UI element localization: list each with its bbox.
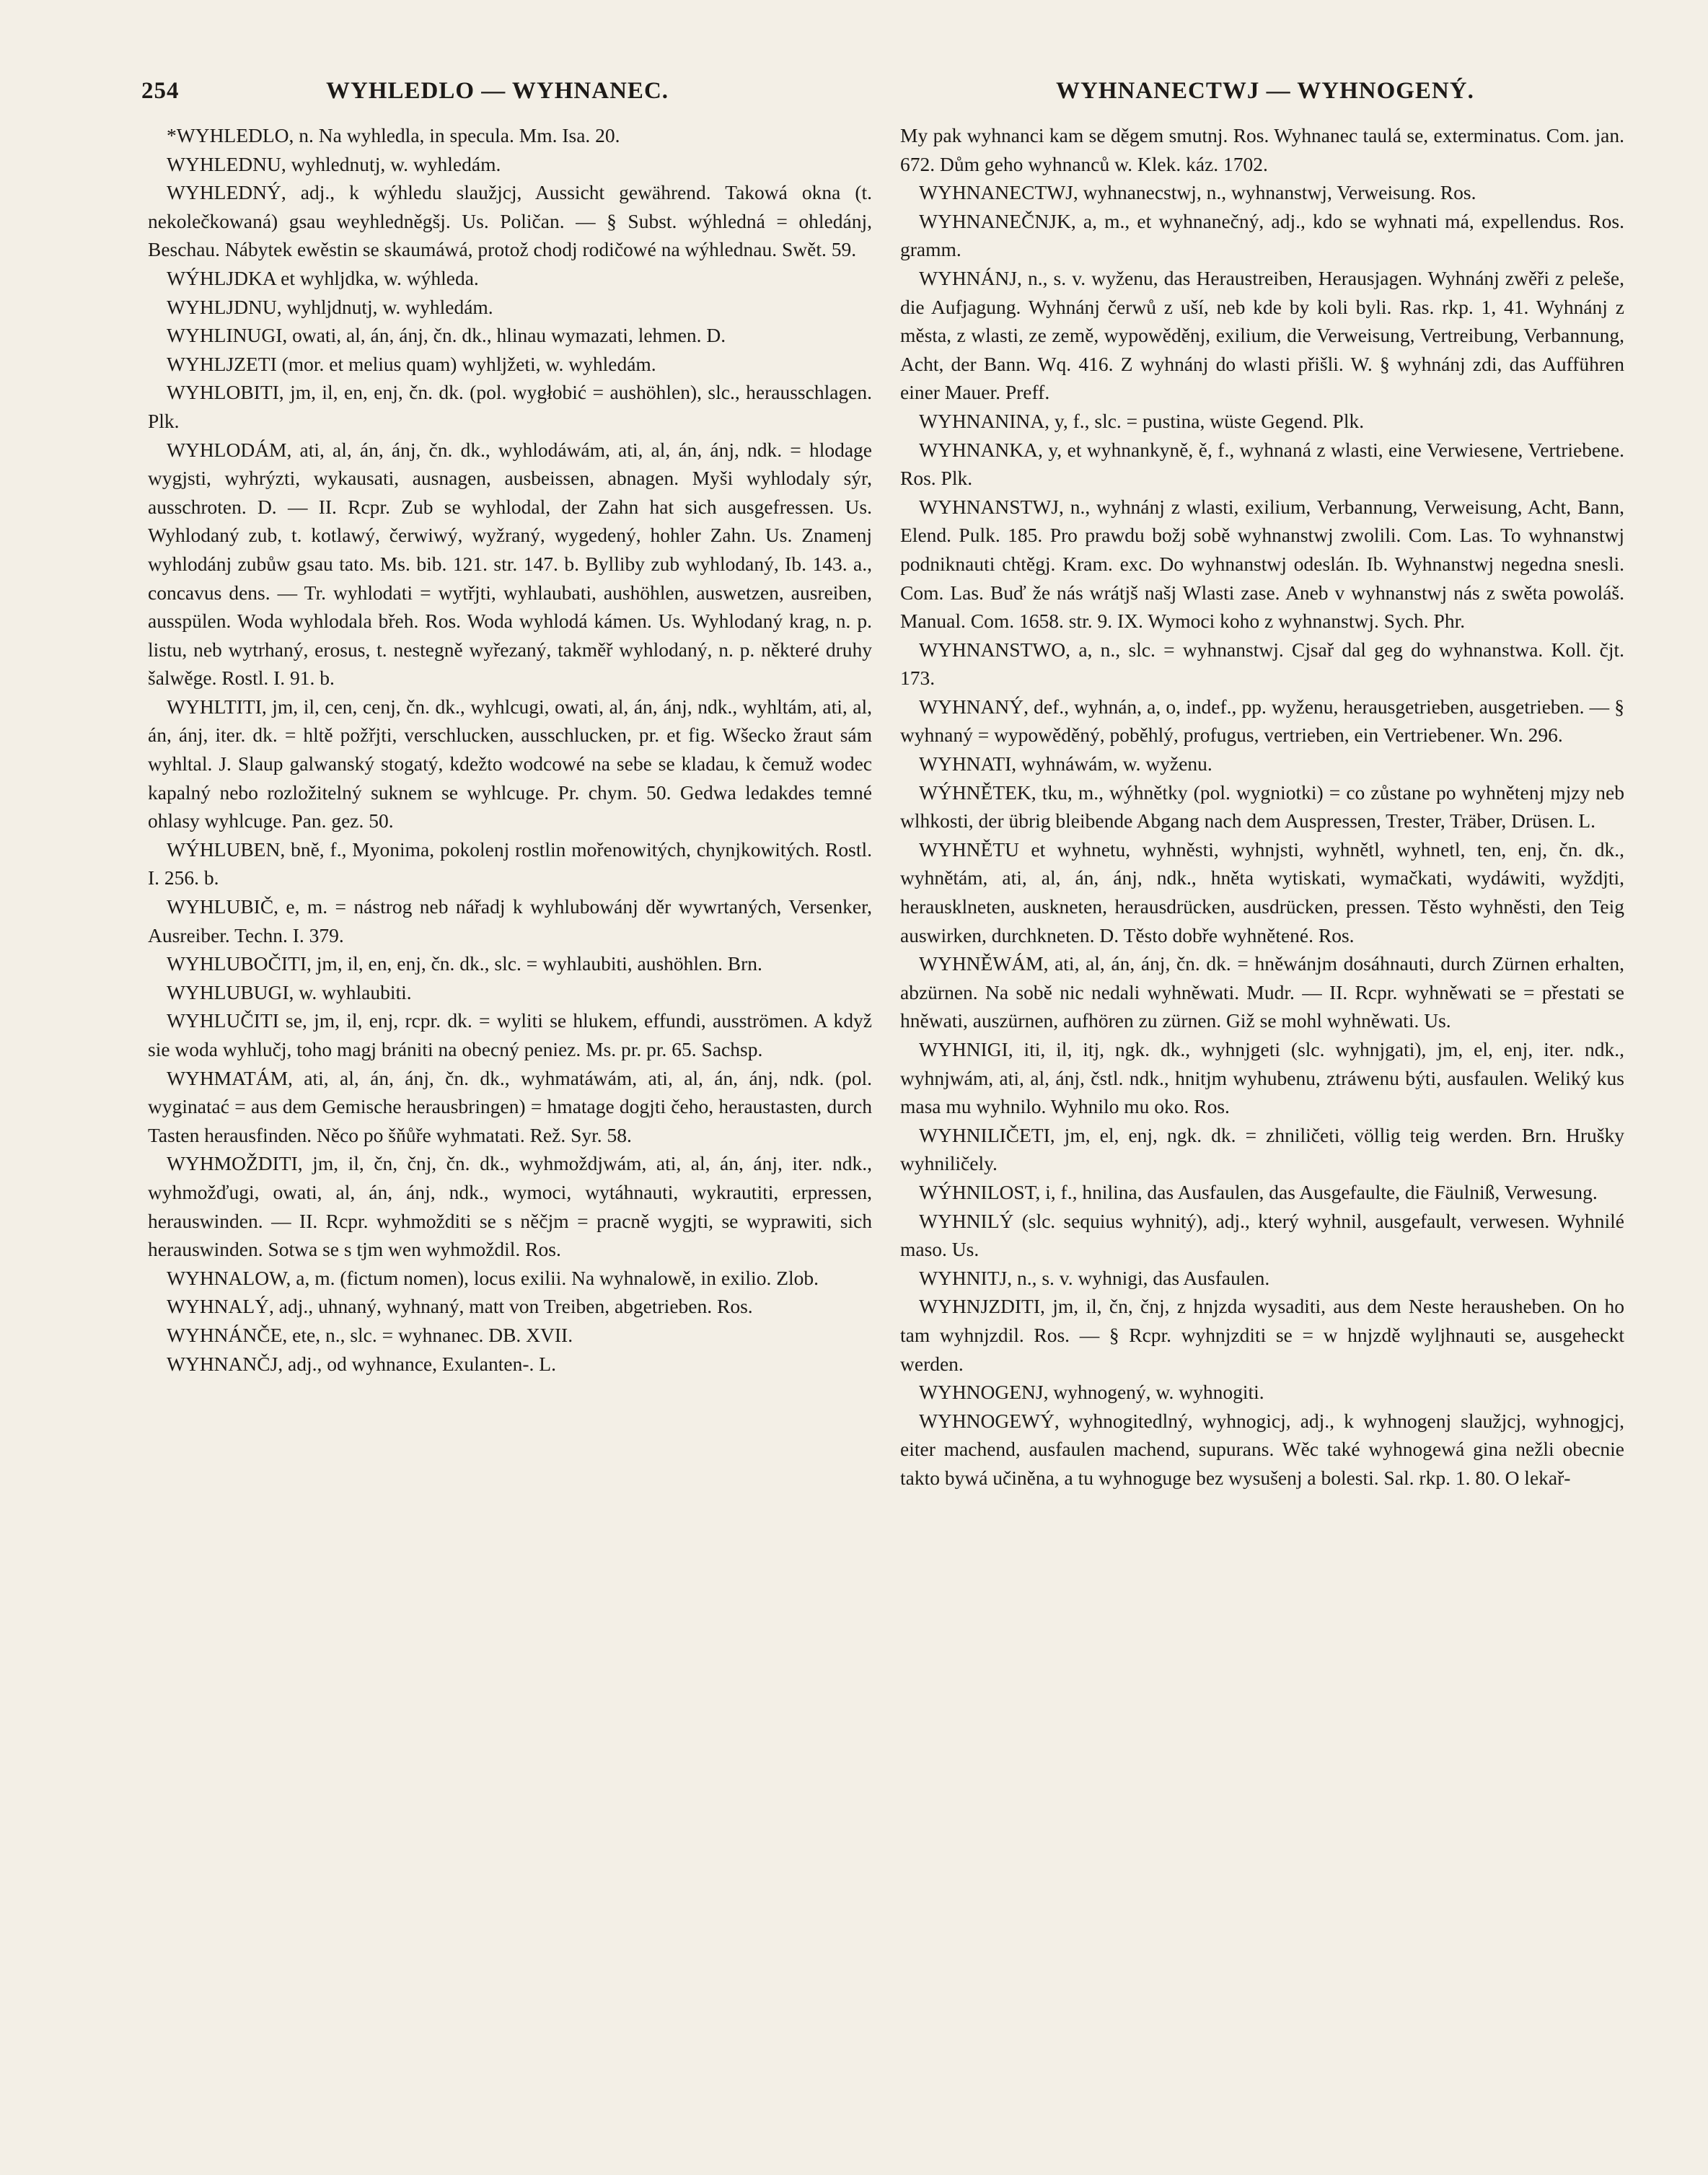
left-running-title: WYHLEDLO — WYHNANEC. — [326, 78, 669, 104]
entry: WYHLEDNÝ, adj., k wýhledu slaužjcj, Aussicht gewährend. Takowá okna (t. nekolečkowaná) gsau weyhledněgšj. Us. Poličan. — § Subst. wýhledná = ohledánj, Beschau. Nábytek ewěstin se skaumáwá, protož chodj rodičowé na wýhlednau. Swět. 59. — [148, 181, 872, 261]
entry: WÝHLUBEN, bně, f., Myonima, pokolenj rostlin mořenowitých, chynjkowitých. Rostl. I. 256. b. — [148, 838, 872, 889]
entry: WYHNITJ, n., s. v. wyhnigi, das Ausfaulen. — [919, 1266, 1270, 1289]
entry: WYHNOGEWÝ, wyhnogitedlný, wyhnogicj, adj., k wyhnogenj slaužjcj, wyhnogjcj, eiter machend, ausfaulen machend, supurans. Wěc také wyhnogewá gina nežli obecnie takto bywá učiněna, a tu wyhnoguge bez wysušenj a bolesti. Sal. rkp. 1. 80. O lekař- — [900, 1409, 1624, 1489]
entry: WYHNANINA, y, f., slc. = pustina, wüste Gegend. Plk. — [919, 409, 1365, 432]
entry: WYHLUBUGI, w. wyhlaubiti. — [167, 980, 412, 1003]
entry: WYHLUBIČ, e, m. = nástrog neb nářadj k wyhlubowánj děr wywrtaných, Versenker, Ausreiber. Techn. I. 379. — [148, 895, 872, 946]
entry: WÝHNĚTEK, tku, m., wýhnětky (pol. wygniotki) = co zůstane po wyhnětenj mjzy neb wlhkosti, der übrig bleibende Abgang nach dem Auspressen, Trester, Träber, Drüsen. L. — [900, 781, 1624, 832]
entry: WYHLJZETI (mor. et melius quam) wyhljžeti, w. wyhledám. — [167, 352, 656, 375]
entry: WYHLODÁM, ati, al, án, ánj, čn. dk., wyhlodáwám, ati, al, án, ánj, ndk. = hlodage wygjsti, wyhrýzti, wykausati, ausnagen, ausbeissen, abnagen. Myši wyhlodaly sýr, ausschroten. D. — II. Rcpr. Zub se wyhlodal, der Zahn hat sich ausgefressen. Us. Wyhlodaný zub, t. kotlawý, čerwiwý, wyžraný, wygedený, hohler Zahn. Us. Znamenj wyhlodánj zubůw gsau tato. Ms. bib. 121. str. 147. b. Bylliby zub wyhlodaný, Ib. 143. a., concavus dens. — Tr. wyhlodati = wytřjti, wyhlaubati, aushöhlen, auswetzen, ausreiben, ausspülen. Woda wyhlodala břeh. Ros. Woda wyhlodá kámen. Us. Wyhlodaný krag, n. p. listu, neb wytrhaný, erosus, t. nestegně wyřezaný, takměř wyhlodaný, n. p. některé druhy šalwěge. Rostl. I. 91. b. — [148, 438, 872, 690]
entry: WYHNĚWÁM, ati, al, án, ánj, čn. dk. = hněwánjm dosáhnauti, durch Zürnen erhalten, abzürnen. Na sobě nic nedali wyhněwati. Mudr. — II. Rcpr. wyhněwati se = přestati se hněwati, auszürnen, aufhören zu zürnen. Giž se mohl wyhněwati. Us. — [900, 952, 1624, 1032]
entry: WYHLJDNU, wyhljdnutj, w. wyhledám. — [167, 295, 493, 318]
entry: WYHMOŽDITI, jm, il, čn, čnj, čn. dk., wyhmoždjwám, ati, al, án, ánj, iter. ndk., wyhmožďugi, owati, al, án, ánj, ndk., wymoci, wytáhnauti, wykrautiti, erpressen, herauswinden. — II. Rcpr. wyhmožditi se s něčjm = pracně wygjti, se wyprawiti, sich herauswinden. Sotwa se s tjm wen wyhmoždil. Ros. — [148, 1152, 872, 1261]
entry: *WYHLEDLO, n. Na wyhledla, in specula. Mm. Isa. 20. — [167, 124, 620, 146]
entry: WÝHNILOST, i, f., hnilina, das Ausfaulen, das Ausgefaulte, die Fäulniß, Verwesung. — [919, 1180, 1598, 1203]
entry: WYHNANÝ, def., wyhnán, a, o, indef., pp. wyženu, herausgetrieben, ausgetrieben. — § wyhnaný = wypowěděný, poběhlý, profugus, vertrieben, ein Vertriebener. Wn. 296. — [900, 695, 1624, 747]
entry: WYHNJZDITI, jm, il, čn, čnj, z hnjzda wysaditi, aus dem Neste herausheben. On ho tam wyhnjzdil. Ros. — § Rcpr. wyhnjzditi se = w hnjzdě wyljhnauti se, ausgeheckt werden. — [900, 1295, 1624, 1375]
entry: WYHLTITI, jm, il, cen, cenj, čn. dk., wyhlcugi, owati, al, án, ánj, ndk., wyhltám, ati, al, án, ánj, iter. dk. = hltě požřjti, verschlucken, ausschlucken, pr. et fig. Wšecko žraut sám wyhltal. J. Slaup galwanský stogatý, kdežto wodcowé na sebe se kladau, k čemuž wodec kapalný nebo rozložitelný suknem se wyhlcuge. Pr. chym. 50. Gedwa ledakdes temné ohlasy wyhlcuge. Pan. gez. 50. — [148, 695, 872, 832]
entry: WYHNALÝ, adj., uhnaný, wyhnaný, matt von Treiben, abgetrieben. Ros. — [167, 1295, 753, 1318]
entry: My pak wyhnanci kam se děgem smutnj. Ros. Wyhnanec taulá se, exterminatus. Com. jan. 672. Dům geho wyhnanců w. Klek. káz. 1702. — [900, 124, 1624, 175]
entry: WYHNÁNJ, n., s. v. wyženu, das Heraustreiben, Herausjagen. Wyhnánj zwěři z peleše, die Aufjagung. Wyhnánj čerwů z uší, neb kde by koli byli. Ras. rkp. 1, 41. Wyhnánj z města, z wlasti, ze země, wypowěděnj, exilium, die Verweisung, Vertreibung, Verbannung, Acht, der Bann. Wq. 416. Z wyhnánj do wlasti přišli. W. § wyhnánj zdi, das Aufführen einer Mauer. Preff. — [900, 266, 1624, 404]
entry: WYHNANEČNJK, a, m., et wyhnanečný, adj., kdo se wyhnati má, expellendus. Ros. gramm. — [900, 209, 1624, 261]
entry: WYHNANČJ, adj., od wyhnance, Exulanten-. L. — [167, 1352, 556, 1375]
entry: WYHNATI, wyhnáwám, w. wyženu. — [919, 752, 1212, 775]
entry: WYHLUBOČITI, jm, il, en, enj, čn. dk., slc. = wyhlaubiti, aushöhlen. Brn. — [167, 952, 762, 975]
entry: WYHLUČITI se, jm, il, enj, rcpr. dk. = wyliti se hlukem, effundi, ausströmen. A když sie woda wyhlučj, toho magj brániti na obecný peniez. Ms. pr. pr. 65. Sachsp. — [148, 1009, 872, 1060]
right-column — [900, 121, 1624, 1493]
entry: WÝHLJDKA et wyhljdka, w. wýhleda. — [167, 266, 479, 289]
entry: WYHNANECTWJ, wyhnanecstwj, n., wyhnanstwj, Verweisung. Ros. — [919, 181, 1476, 204]
entry: WYHNĚTU et wyhnetu, wyhněsti, wyhnjsti, wyhnětl, wyhnetl, ten, enj, čn. dk., wyhnětám, ati, al, án, ánj, ndk., hněta wytiskati, wymačkati, wydáwiti, wyždjti, herausklneten, auskneten, herausdrücken, ausdrücken, pressen. Těsto wyhněsti, den Teig auswirken, durchkneten. D. Těsto dobře wyhnětené. Ros. — [900, 838, 1624, 946]
entry: WYHNIGI, iti, il, itj, ngk. dk., wyhnjgeti (slc. wyhnjgati), jm, el, enj, iter. ndk., wyhnjwám, ati, al, ánj, čstl. ndk., hnitjm wyhubenu, ztráwenu býti, ausfaulen. Weliký kus masa mu wyhnilo. Wyhnilo mu oko. Ros. — [900, 1038, 1624, 1118]
left-column — [148, 121, 872, 1378]
right-running-title: WYHNANECTWJ — WYHNOGENÝ. — [1056, 78, 1474, 104]
entry: WYHLOBITI, jm, il, en, enj, čn. dk. (pol. wygłobić = aushöhlen), slc., herausschlagen. Plk. — [148, 381, 872, 432]
entry: WYHLINUGI, owati, al, án, ánj, čn. dk., hlinau wymazati, lehmen. D. — [167, 324, 726, 347]
page-number: 254 — [141, 78, 180, 104]
entry: WYHMATÁM, ati, al, án, ánj, čn. dk., wyhmatáwám, ati, al, án, ánj, ndk. (pol. wyginatać = aus dem Gemische herausbringen) = hmatage dogjti čeho, heraustasten, durch Tasten herausfinden. Něco po šňůře wyhmatati. Rež. Syr. 58. — [148, 1066, 872, 1146]
entry: WYHNILÝ (slc. sequius wyhnitý), adj., který wyhnil, ausgefault, verwesen. Wyhnilé maso. Us. — [900, 1209, 1624, 1261]
entry: WYHNANSTWJ, n., wyhnánj z wlasti, exilium, Verbannung, Verweisung, Acht, Bann, Elend. Pulk. 185. Pro prawdu božj sobě wyhnanstwj zwolili. Com. Las. To wyhnanstwj podniknauti chtěgj. Kram. exc. Do wyhnanstwj odeslán. Ib. Wyhnanstwj negedna snesli. Com. Las. Buď že nás wrátjš našj Wlasti zase. Aneb v wyhnanstwj nás z swěta powoláš. Manual. Com. 1658. str. 9. IX. Wymoci koho z wyhnanstwj. Sych. Phr. — [900, 495, 1624, 633]
entry: WYHLEDNU, wyhlednutj, w. wyhledám. — [167, 152, 501, 175]
entry: WYHNOGENJ, wyhnogený, w. wyhnogiti. — [919, 1381, 1264, 1404]
entry: WYHNANKA, y, et wyhnankyně, ě, f., wyhnaná z wlasti, eine Verwiesene, Vertriebene. Ros. Plk. — [900, 438, 1624, 490]
entry: WYHNALOW, a, m. (fictum nomen), locus exilii. Na wyhnalowě, in exilio. Zlob. — [167, 1266, 819, 1289]
entry: WYHNILIČETI, jm, el, enj, ngk. dk. = zhniličeti, völlig teig werden. Brn. Hrušky wyhniličely. — [900, 1123, 1624, 1175]
entry: WYHNÁNČE, ete, n., slc. = wyhnanec. DB. XVII. — [167, 1323, 573, 1346]
entry: WYHNANSTWO, a, n., slc. = wyhnanstwj. Cjsař dal geg do wyhnanstwa. Koll. čjt. 173. — [900, 638, 1624, 690]
